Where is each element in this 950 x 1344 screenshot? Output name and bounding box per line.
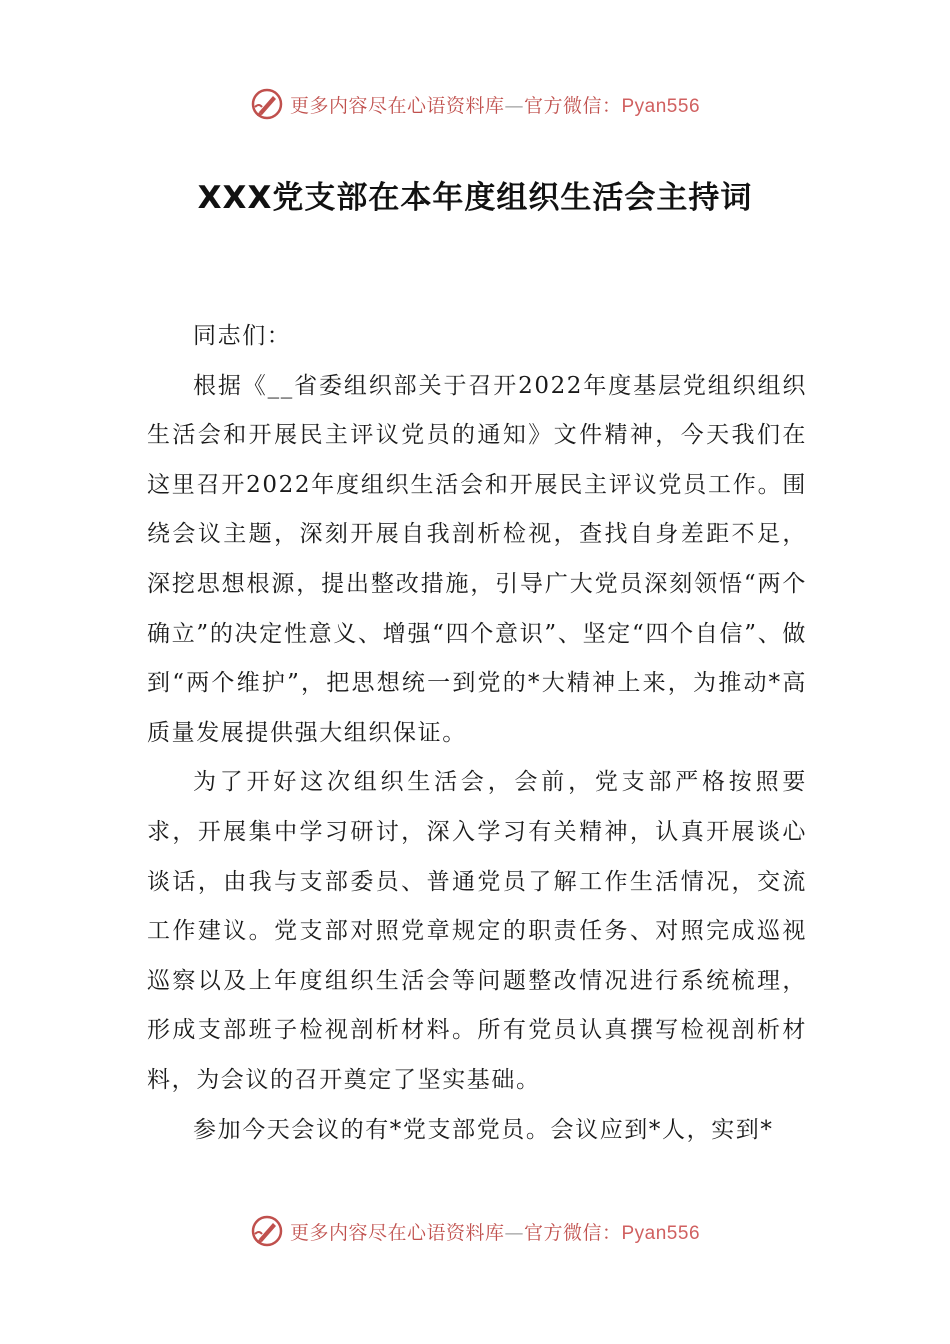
watermark-wechat-id: Pyan556 bbox=[621, 1222, 701, 1244]
pen-logo-icon bbox=[250, 1214, 284, 1248]
paragraph: 根据《__省委组织部关于召开2022年度基层党组织组织生活会和开展民主评议党员的通知》文件精神，今天我们在这里召开2022年度组织生活会和开展民主评议党员工作。围绕会议主题，深刻开展自我剖析检视，查找自身差距不足，深挖思想根源，提出整改措施，引导广大党员深刻领悟“两个确立”的决定性意义、增强“四个意识”、坚定“四个自信”、做到“两个维护”，把思想统一到党的*大精神上来，为推动*高质量发展提供强大组织保证。 bbox=[147, 372, 807, 746]
watermark-prefix: 更多内容尽在心语资料库 bbox=[289, 1221, 505, 1244]
document-title: XXX党支部在本年度组织生活会主持词 bbox=[197, 180, 753, 216]
watermark-suffix: 官方微信： bbox=[523, 94, 622, 117]
watermark-text bbox=[290, 1218, 700, 1245]
watermark-dash: — bbox=[504, 1221, 524, 1244]
footer-watermark bbox=[0, 1211, 950, 1251]
pen-logo-icon bbox=[250, 87, 284, 121]
salutation: 同志们： bbox=[193, 323, 292, 349]
watermark-wechat-id: Pyan556 bbox=[621, 95, 701, 117]
watermark-prefix: 更多内容尽在心语资料库 bbox=[289, 94, 505, 117]
document-body bbox=[147, 312, 807, 1155]
watermark-text bbox=[290, 91, 700, 118]
paragraph: 为了开好这次组织生活会，会前，党支部严格按照要求，开展集中学习研讨，深入学习有关精神，认真开展谈心谈话，由我与支部委员、普通党员了解工作生活情况，交流工作建议。党支部对照党章规定的职责任务、对照完成巡视巡察以及上年度组织生活会等问题整改情况进行系统梳理，形成支部班子检视剖析材料。所有党员认真撰写检视剖析材料，为会议的召开奠定了坚实基础。 bbox=[147, 769, 807, 1093]
watermark-suffix: 官方微信： bbox=[523, 1221, 622, 1244]
watermark-dash: — bbox=[504, 94, 524, 117]
paragraph: 参加今天会议的有*党支部党员。会议应到*人，实到* bbox=[193, 1116, 774, 1143]
header-watermark bbox=[0, 84, 950, 124]
